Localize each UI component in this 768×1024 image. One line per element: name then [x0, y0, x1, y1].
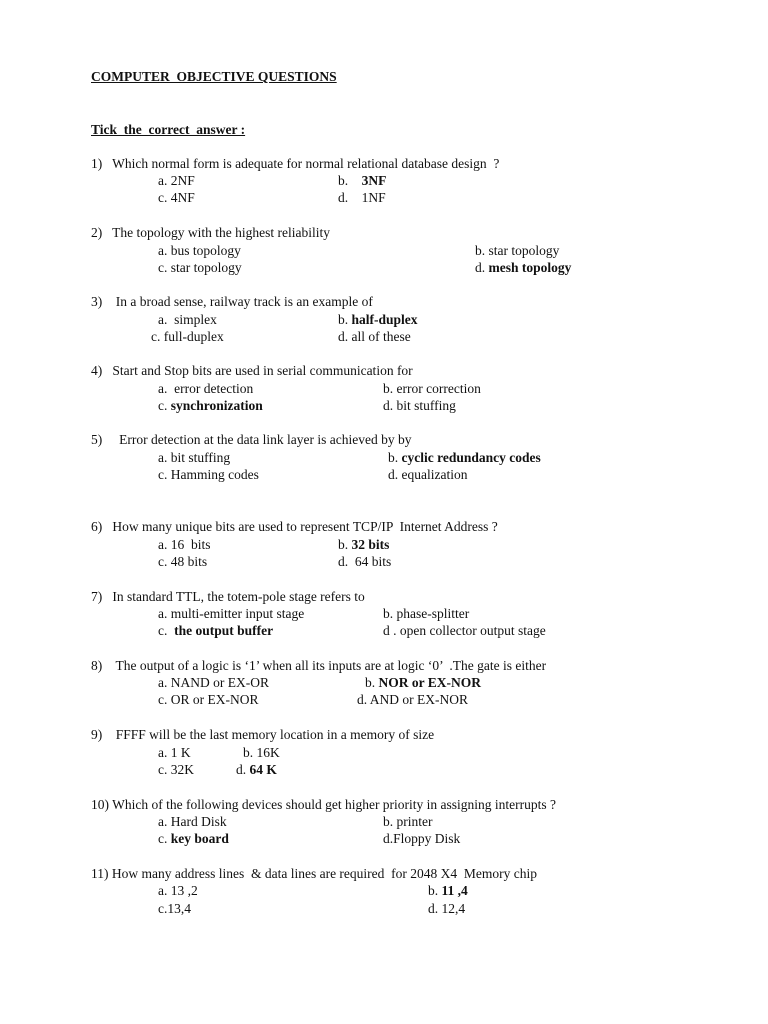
question-11-option-d: d. 12,4	[428, 901, 466, 916]
question-5-option-c: c. Hamming codes	[158, 467, 259, 482]
question-11-option-b: b. 11 ,4	[428, 883, 468, 898]
question-8-stem: 8) The output of a logic is ‘1’ when all its inputs are at logic ‘0’ .The gate is either	[91, 658, 547, 673]
question-9-option-a: a. 1 K	[158, 745, 191, 760]
question-10-stem: 10) Which of the following devices should get higher priority in assigning interrupts ?	[91, 797, 557, 812]
question-10-option-d: d.Floppy Disk	[383, 831, 461, 846]
question-10-option-c: c. key board	[158, 831, 229, 846]
question-4-option-d: d. bit stuffing	[383, 398, 456, 413]
question-4-option-c: c. synchronization	[158, 398, 263, 413]
question-2-option-c: c. star topology	[158, 260, 242, 275]
question-6-option-c: c. 48 bits	[158, 554, 208, 569]
question-7-option-a: a. multi-emitter input stage	[158, 606, 305, 621]
question-6-option-a: a. 16 bits	[158, 537, 211, 552]
question-3-option-c: c. full-duplex	[151, 329, 224, 344]
question-8-option-d: d. AND or EX-NOR	[357, 692, 469, 707]
question-7-option-b: b. phase-splitter	[383, 606, 470, 621]
question-3-option-d: d. all of these	[338, 329, 411, 344]
question-9-option-d: d. 64 K	[236, 762, 277, 777]
document-title: COMPUTER OBJECTIVE QUESTIONS	[91, 69, 337, 84]
question-6-option-d: d. 64 bits	[338, 554, 392, 569]
question-1-option-b: b. 3NF	[338, 173, 387, 188]
question-10-option-b: b. printer	[383, 814, 433, 829]
question-2-stem: 2) The topology with the highest reliability	[91, 225, 330, 240]
question-4-option-a: a. error detection	[158, 381, 254, 396]
question-10-option-a: a. Hard Disk	[158, 814, 227, 829]
question-6-option-b: b. 32 bits	[338, 537, 390, 552]
question-3-option-a: a. simplex	[158, 312, 217, 327]
question-2-option-b: b. star topology	[475, 243, 560, 258]
question-1-option-c: c. 4NF	[158, 190, 195, 205]
question-3-stem: 3) In a broad sense, railway track is an example of	[91, 294, 373, 309]
question-4-option-b: b. error correction	[383, 381, 481, 396]
question-5-option-b: b. cyclic redundancy codes	[388, 450, 541, 465]
question-5-option-d: d. equalization	[388, 467, 468, 482]
question-3-option-b: b. half-duplex	[338, 312, 418, 327]
question-1-option-d: d. 1NF	[338, 190, 386, 205]
question-8-option-c: c. OR or EX-NOR	[158, 692, 259, 707]
question-9-stem: 9) FFFF will be the last memory location in a memory of size	[91, 727, 435, 742]
question-1-option-a: a. 2NF	[158, 173, 195, 188]
question-11-stem: 11) How many address lines & data lines are required for 2048 X4 Memory chip	[91, 866, 538, 881]
question-4-stem: 4) Start and Stop bits are used in serial communication for	[91, 363, 413, 378]
question-9-option-b: b. 16K	[243, 745, 280, 760]
question-7-option-c: c. the output buffer	[158, 623, 274, 638]
instruction-heading: Tick the correct answer :	[91, 122, 246, 137]
question-5-option-a: a. bit stuffing	[158, 450, 231, 465]
question-2-option-d: d. mesh topology	[475, 260, 572, 275]
question-8-option-b: b. NOR or EX-NOR	[365, 675, 481, 690]
question-11-option-c: c.13,4	[158, 901, 191, 916]
question-8-option-a: a. NAND or EX-OR	[158, 675, 269, 690]
question-7-option-d: d . open collector output stage	[383, 623, 546, 638]
question-5-stem: 5) Error detection at the data link layer is achieved by by	[91, 432, 412, 447]
question-7-stem: 7) In standard TTL, the totem-pole stage refers to	[91, 589, 365, 604]
question-11-option-a: a. 13 ,2	[158, 883, 198, 898]
question-2-option-a: a. bus topology	[158, 243, 241, 258]
question-1-stem: 1) Which normal form is adequate for normal relational database design ?	[91, 156, 500, 171]
question-6-stem: 6) How many unique bits are used to represent TCP/IP Internet Address ?	[91, 519, 498, 534]
question-9-option-c: c. 32K	[158, 762, 194, 777]
